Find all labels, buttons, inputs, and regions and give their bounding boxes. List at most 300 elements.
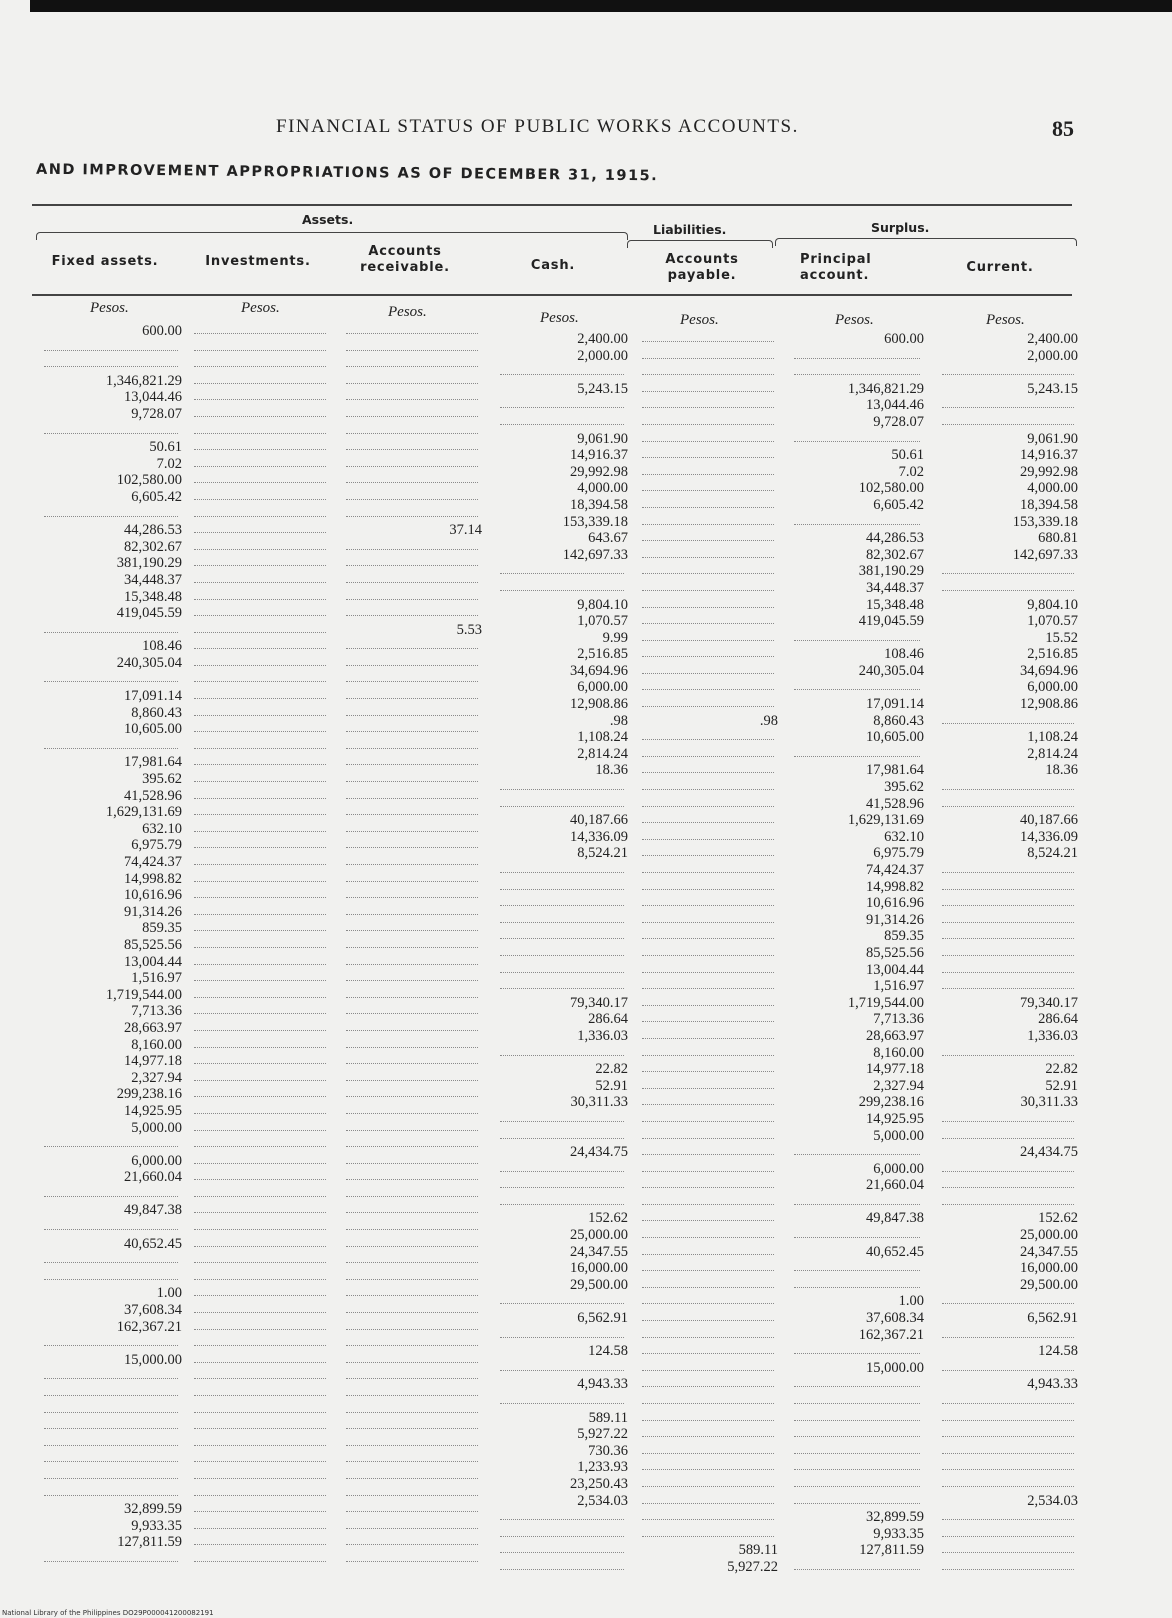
investments-cell: [190, 1352, 330, 1369]
fixed-cell: 1,346,821.29: [105, 372, 182, 389]
header-receivable-line1: Accounts: [368, 244, 442, 259]
investments-cell: [190, 1285, 330, 1302]
payable-cell: [638, 779, 778, 796]
investments-cell: [190, 1169, 330, 1186]
receivable-cell: [342, 539, 482, 556]
header-principal: [800, 252, 900, 284]
payable-cell: [638, 1443, 778, 1460]
fixed-cell: 1,629,131.69: [105, 804, 182, 821]
unit-principal: Pesos.: [835, 312, 874, 328]
cash-cell: 152.62: [588, 1210, 628, 1227]
principal-cell: 40,652.45: [866, 1243, 924, 1260]
fixed-cell: 10,616.96: [124, 887, 182, 904]
header-current: Current.: [966, 260, 1034, 275]
payable-cell: [638, 1410, 778, 1427]
cash-cell: [496, 1559, 628, 1576]
cash-cell: 29,992.98: [570, 463, 628, 480]
fixed-cell: 40,652.45: [124, 1235, 182, 1252]
receivable-cell: [342, 389, 482, 406]
receivable-cell: [342, 1435, 482, 1452]
fixed-cell: [40, 1385, 182, 1402]
running-head: FINANCIAL STATUS OF PUBLIC WORKS ACCOUNTS.: [276, 116, 799, 137]
header-payable: [632, 252, 772, 284]
fixed-cell: 49,847.38: [124, 1202, 182, 1219]
fixed-cell: 859.35: [142, 920, 182, 937]
payable-cell: [638, 762, 778, 779]
cash-cell: 643.67: [588, 530, 628, 547]
receivable-cell: [342, 705, 482, 722]
cash-cell: 142,697.33: [562, 546, 628, 563]
fixed-cell: 102,580.00: [116, 472, 182, 489]
fixed-cell: 108.46: [142, 638, 182, 655]
fixed-cell: 1.00: [156, 1285, 182, 1302]
receivable-cell: [342, 1451, 482, 1468]
assets-brace: [36, 232, 628, 240]
cash-cell: [496, 1327, 628, 1344]
principal-cell: 1,346,821.29: [847, 380, 924, 397]
current-cell: 29,500.00: [1020, 1276, 1078, 1293]
principal-cell: [790, 1227, 924, 1244]
principal-cell: 127,811.59: [859, 1542, 924, 1559]
principal-cell: [790, 1376, 924, 1393]
cash-cell: 16,000.00: [570, 1260, 628, 1277]
receivable-cell: [342, 589, 482, 606]
investments-cell: [190, 605, 330, 622]
receivable-cell: [342, 738, 482, 755]
principal-cell: 7,713.36: [873, 1011, 924, 1028]
cash-cell: [496, 1360, 628, 1377]
current-cell: [938, 1393, 1078, 1410]
receivable-cell: [342, 837, 482, 854]
receivable-cell: [342, 904, 482, 921]
current-cell: [938, 1476, 1078, 1493]
principal-cell: [790, 348, 924, 365]
principal-cell: [790, 364, 924, 381]
fixed-cell: [40, 1269, 182, 1286]
receivable-cell: [342, 1003, 482, 1020]
payable-cell: [638, 563, 778, 580]
cash-cell: [496, 1542, 628, 1559]
cash-cell: 79,340.17: [570, 994, 628, 1011]
principal-cell: 13,044.46: [866, 397, 924, 414]
payable-cell: [638, 912, 778, 929]
column-current: [938, 331, 1078, 1576]
cash-cell: 9.99: [602, 629, 628, 646]
cash-cell: 730.36: [588, 1442, 628, 1459]
current-cell: [938, 1443, 1078, 1460]
payable-cell: [638, 1094, 778, 1111]
investments-cell: [190, 1086, 330, 1103]
cash-cell: [496, 414, 628, 431]
payable-cell: [638, 1128, 778, 1145]
fixed-cell: 28,663.97: [124, 1019, 182, 1036]
table-subtitle: AND IMPROVEMENT APPROPRIATIONS AS OF DECEMBER 31, 1915.: [35, 161, 659, 185]
receivable-cell: [342, 1418, 482, 1435]
fixed-cell: 162,367.21: [116, 1318, 182, 1335]
cash-cell: [496, 1194, 628, 1211]
current-cell: 2,534.03: [1027, 1492, 1078, 1509]
receivable-cell: [342, 1402, 482, 1419]
cash-cell: [496, 779, 628, 796]
payable-cell: [638, 845, 778, 862]
investments-cell: [190, 1020, 330, 1037]
cash-cell: [496, 895, 628, 912]
cash-cell: [496, 1128, 628, 1145]
fixed-cell: 34,448.37: [124, 571, 182, 588]
payable-cell: [638, 1277, 778, 1294]
current-cell: [938, 962, 1078, 979]
investments-cell: [190, 1385, 330, 1402]
current-cell: 1,108.24: [1027, 729, 1078, 746]
cash-cell: 14,916.37: [570, 447, 628, 464]
header-fixed-assets: Fixed assets.: [51, 254, 159, 269]
payable-cell: [638, 696, 778, 713]
investments-cell: [190, 1269, 330, 1286]
principal-cell: 17,091.14: [866, 696, 924, 713]
investments-cell: [190, 472, 330, 489]
cash-cell: [496, 1509, 628, 1526]
current-cell: 30,311.33: [1020, 1094, 1078, 1111]
receivable-cell: [342, 788, 482, 805]
current-cell: 286.64: [1038, 1011, 1078, 1028]
payable-cell: [638, 530, 778, 547]
investments-cell: [190, 754, 330, 771]
payable-cell: [638, 1426, 778, 1443]
current-cell: [938, 1526, 1078, 1543]
current-cell: 2,814.24: [1027, 745, 1078, 762]
fixed-cell: 15,000.00: [124, 1351, 182, 1368]
payable-cell: [638, 514, 778, 531]
receivable-cell: [342, 721, 482, 738]
investments-cell: [190, 1335, 330, 1352]
investments-cell: [190, 1136, 330, 1153]
investments-cell: [190, 1037, 330, 1054]
current-cell: 1,070.57: [1027, 613, 1078, 630]
investments-cell: [190, 821, 330, 838]
fixed-cell: 419,045.59: [116, 605, 182, 622]
current-cell: [938, 1542, 1078, 1559]
current-cell: 15.52: [1045, 629, 1078, 646]
receivable-cell: [342, 1518, 482, 1535]
current-cell: 9,804.10: [1027, 596, 1078, 613]
investments-cell: [190, 705, 330, 722]
payable-cell: [638, 447, 778, 464]
investments-cell: [190, 1070, 330, 1087]
payable-cell: [638, 1459, 778, 1476]
receivable-cell: [342, 854, 482, 871]
receivable-cell: [342, 804, 482, 821]
payable-cell: [638, 862, 778, 879]
principal-cell: [790, 1443, 924, 1460]
current-cell: 18,394.58: [1020, 496, 1078, 513]
fixed-cell: 9,728.07: [131, 405, 182, 422]
investments-cell: [190, 340, 330, 357]
receivable-cell: [342, 688, 482, 705]
cash-cell: 29,500.00: [570, 1276, 628, 1293]
fixed-cell: 14,998.82: [124, 870, 182, 887]
receivable-cell: [342, 920, 482, 937]
fixed-cell: [40, 1252, 182, 1269]
receivable-cell: [342, 373, 482, 390]
fixed-cell: 6,000.00: [131, 1152, 182, 1169]
cash-cell: [496, 879, 628, 896]
column-cash: [496, 331, 628, 1576]
unit-investments: Pesos.: [241, 300, 280, 316]
cash-cell: 153,339.18: [562, 513, 628, 530]
fixed-cell: 17,981.64: [124, 754, 182, 771]
principal-cell: [790, 1559, 924, 1576]
payable-cell: 589.11: [738, 1542, 778, 1559]
cash-cell: 30,311.33: [570, 1094, 628, 1111]
fixed-cell: 1,719,544.00: [105, 986, 182, 1003]
principal-cell: 1,629,131.69: [847, 812, 924, 829]
fixed-cell: 632.10: [142, 820, 182, 837]
cash-cell: 9,804.10: [577, 596, 628, 613]
investments-cell: [190, 1534, 330, 1551]
principal-cell: 49,847.38: [866, 1210, 924, 1227]
cash-cell: .98: [609, 712, 628, 729]
current-cell: [938, 414, 1078, 431]
principal-cell: 15,000.00: [866, 1359, 924, 1376]
investments-cell: [190, 655, 330, 672]
fixed-cell: [40, 1402, 182, 1419]
fixed-cell: 299,238.16: [116, 1086, 182, 1103]
investments-cell: [190, 854, 330, 871]
principal-cell: 8,860.43: [873, 712, 924, 729]
fixed-cell: [40, 506, 182, 523]
principal-cell: [790, 1194, 924, 1211]
receivable-cell: [342, 1070, 482, 1087]
fixed-cell: 85,525.56: [124, 936, 182, 953]
payable-cell: [638, 1509, 778, 1526]
current-cell: [938, 879, 1078, 896]
payable-cell: [638, 580, 778, 597]
column-payable: [638, 331, 778, 1576]
group-surplus: Surplus.: [871, 220, 930, 235]
current-cell: 34,694.96: [1020, 662, 1078, 679]
payable-cell: [638, 679, 778, 696]
investments-cell: [190, 373, 330, 390]
fixed-cell: 7,713.36: [131, 1003, 182, 1020]
cash-cell: [496, 1177, 628, 1194]
payable-cell: [638, 928, 778, 945]
investments-cell: [190, 837, 330, 854]
current-cell: [938, 1177, 1078, 1194]
cash-cell: 24,434.75: [570, 1144, 628, 1161]
investments-cell: [190, 1319, 330, 1336]
investments-cell: [190, 539, 330, 556]
investments-cell: [190, 937, 330, 954]
principal-cell: [790, 630, 924, 647]
cash-cell: 14,336.09: [570, 828, 628, 845]
current-cell: 124.58: [1038, 1343, 1078, 1360]
payable-cell: [638, 796, 778, 813]
cash-cell: [496, 945, 628, 962]
payable-cell: [638, 364, 778, 381]
investments-cell: [190, 522, 330, 539]
unit-fixed: Pesos.: [90, 300, 129, 316]
current-cell: [938, 1045, 1078, 1062]
investments-cell: [190, 738, 330, 755]
current-cell: [938, 1426, 1078, 1443]
investments-cell: [190, 489, 330, 506]
fixed-cell: 6,605.42: [131, 488, 182, 505]
receivable-cell: [342, 340, 482, 357]
principal-cell: 14,977.18: [866, 1061, 924, 1078]
payable-cell: [638, 1244, 778, 1261]
fixed-cell: 91,314.26: [124, 903, 182, 920]
header-investments: Investments.: [205, 254, 311, 269]
principal-cell: [790, 1476, 924, 1493]
principal-cell: [790, 1393, 924, 1410]
principal-cell: [790, 1410, 924, 1427]
receivable-cell: [342, 1352, 482, 1369]
cash-cell: 6,562.91: [577, 1310, 628, 1327]
receivable-cell: [342, 1269, 482, 1286]
principal-cell: 381,190.29: [858, 563, 924, 580]
column-principal: [790, 331, 924, 1576]
receivable-cell: [342, 1468, 482, 1485]
cash-cell: [496, 1161, 628, 1178]
investments-cell: [190, 356, 330, 373]
payable-cell: [638, 1111, 778, 1128]
fixed-cell: 10,605.00: [124, 721, 182, 738]
cash-cell: [496, 978, 628, 995]
principal-cell: 50.61: [891, 447, 924, 464]
current-cell: 14,916.37: [1020, 447, 1078, 464]
fixed-cell: [40, 1468, 182, 1485]
current-cell: 2,516.85: [1027, 646, 1078, 663]
receivable-cell: [342, 1020, 482, 1037]
principal-cell: [790, 431, 924, 448]
current-cell: [938, 1161, 1078, 1178]
receivable-cell: [342, 754, 482, 771]
payable-cell: [638, 1343, 778, 1360]
group-liabilities: Liabilities.: [653, 222, 727, 237]
payable-cell: [638, 547, 778, 564]
current-cell: [938, 945, 1078, 962]
receivable-cell: [342, 821, 482, 838]
principal-cell: 5,000.00: [873, 1127, 924, 1144]
receivable-cell: [342, 1335, 482, 1352]
fixed-cell: [40, 1551, 182, 1568]
fixed-cell: 17,091.14: [124, 688, 182, 705]
principal-cell: [790, 746, 924, 763]
investments-cell: [190, 1518, 330, 1535]
current-cell: [938, 1111, 1078, 1128]
principal-cell: [790, 1144, 924, 1161]
investments-cell: [190, 1402, 330, 1419]
payable-cell: [638, 1227, 778, 1244]
principal-cell: 1,516.97: [873, 978, 924, 995]
fixed-cell: 127,811.59: [117, 1534, 182, 1551]
receivable-cell: [342, 871, 482, 888]
receivable-cell: 5.53: [456, 621, 482, 638]
current-cell: 5,243.15: [1027, 380, 1078, 397]
principal-cell: [790, 1426, 924, 1443]
current-cell: 25,000.00: [1020, 1227, 1078, 1244]
current-cell: [938, 1194, 1078, 1211]
receivable-cell: [342, 1551, 482, 1568]
principal-cell: 13,004.44: [866, 961, 924, 978]
current-cell: 18.36: [1045, 762, 1078, 779]
investments-cell: [190, 1302, 330, 1319]
current-cell: 2,000.00: [1027, 347, 1078, 364]
fixed-cell: [40, 622, 182, 639]
current-cell: 153,339.18: [1012, 513, 1078, 530]
receivable-cell: [342, 1368, 482, 1385]
payable-cell: 5,927.22: [727, 1558, 778, 1575]
fixed-cell: 600.00: [142, 323, 182, 339]
fixed-cell: 8,860.43: [131, 704, 182, 721]
cash-cell: 8,524.21: [577, 845, 628, 862]
unit-receivable: Pesos.: [388, 304, 427, 320]
cash-cell: 4,000.00: [577, 480, 628, 497]
current-cell: [938, 978, 1078, 995]
receivable-cell: [342, 1319, 482, 1336]
receivable-cell: [342, 954, 482, 971]
receivable-cell: [342, 572, 482, 589]
current-cell: 1,336.03: [1027, 1027, 1078, 1044]
cash-cell: 18,394.58: [570, 496, 628, 513]
column-fixed-assets: [40, 323, 182, 1568]
payable-cell: [638, 729, 778, 746]
principal-cell: 9,933.35: [873, 1525, 924, 1542]
scan-footer: National Library of the Philippines DO29P000041200082191: [2, 1609, 214, 1617]
receivable-cell: [342, 555, 482, 572]
principal-cell: [790, 679, 924, 696]
fixed-cell: [40, 1368, 182, 1385]
current-cell: [938, 364, 1078, 381]
cash-cell: 18.36: [595, 762, 628, 779]
investments-cell: [190, 506, 330, 523]
fixed-cell: [40, 1418, 182, 1435]
principal-cell: 6,000.00: [873, 1160, 924, 1177]
group-assets: Assets.: [302, 212, 354, 227]
receivable-cell: [342, 356, 482, 373]
principal-cell: 7.02: [898, 463, 924, 480]
current-cell: 152.62: [1038, 1210, 1078, 1227]
cash-cell: 12,908.86: [570, 696, 628, 713]
fixed-cell: [40, 1186, 182, 1203]
current-cell: 24,347.55: [1020, 1243, 1078, 1260]
investments-cell: [190, 1418, 330, 1435]
payable-cell: .98: [759, 712, 778, 729]
payable-cell: [638, 879, 778, 896]
receivable-cell: [342, 439, 482, 456]
investments-cell: [190, 771, 330, 788]
receivable-cell: [342, 937, 482, 954]
investments-cell: [190, 456, 330, 473]
payable-cell: [638, 895, 778, 912]
cash-cell: [496, 1045, 628, 1062]
investments-cell: [190, 1120, 330, 1137]
payable-cell: [638, 1045, 778, 1062]
current-cell: [938, 912, 1078, 929]
payable-cell: [638, 431, 778, 448]
current-cell: 2,400.00: [1027, 331, 1078, 347]
receivable-cell: [342, 1202, 482, 1219]
receivable-cell: [342, 887, 482, 904]
receivable-cell: [342, 1186, 482, 1203]
current-cell: [938, 580, 1078, 597]
fixed-cell: 50.61: [149, 439, 182, 456]
fixed-cell: [40, 423, 182, 440]
fixed-cell: 15,348.48: [124, 588, 182, 605]
current-cell: [938, 796, 1078, 813]
payable-cell: [638, 829, 778, 846]
investments-cell: [190, 871, 330, 888]
